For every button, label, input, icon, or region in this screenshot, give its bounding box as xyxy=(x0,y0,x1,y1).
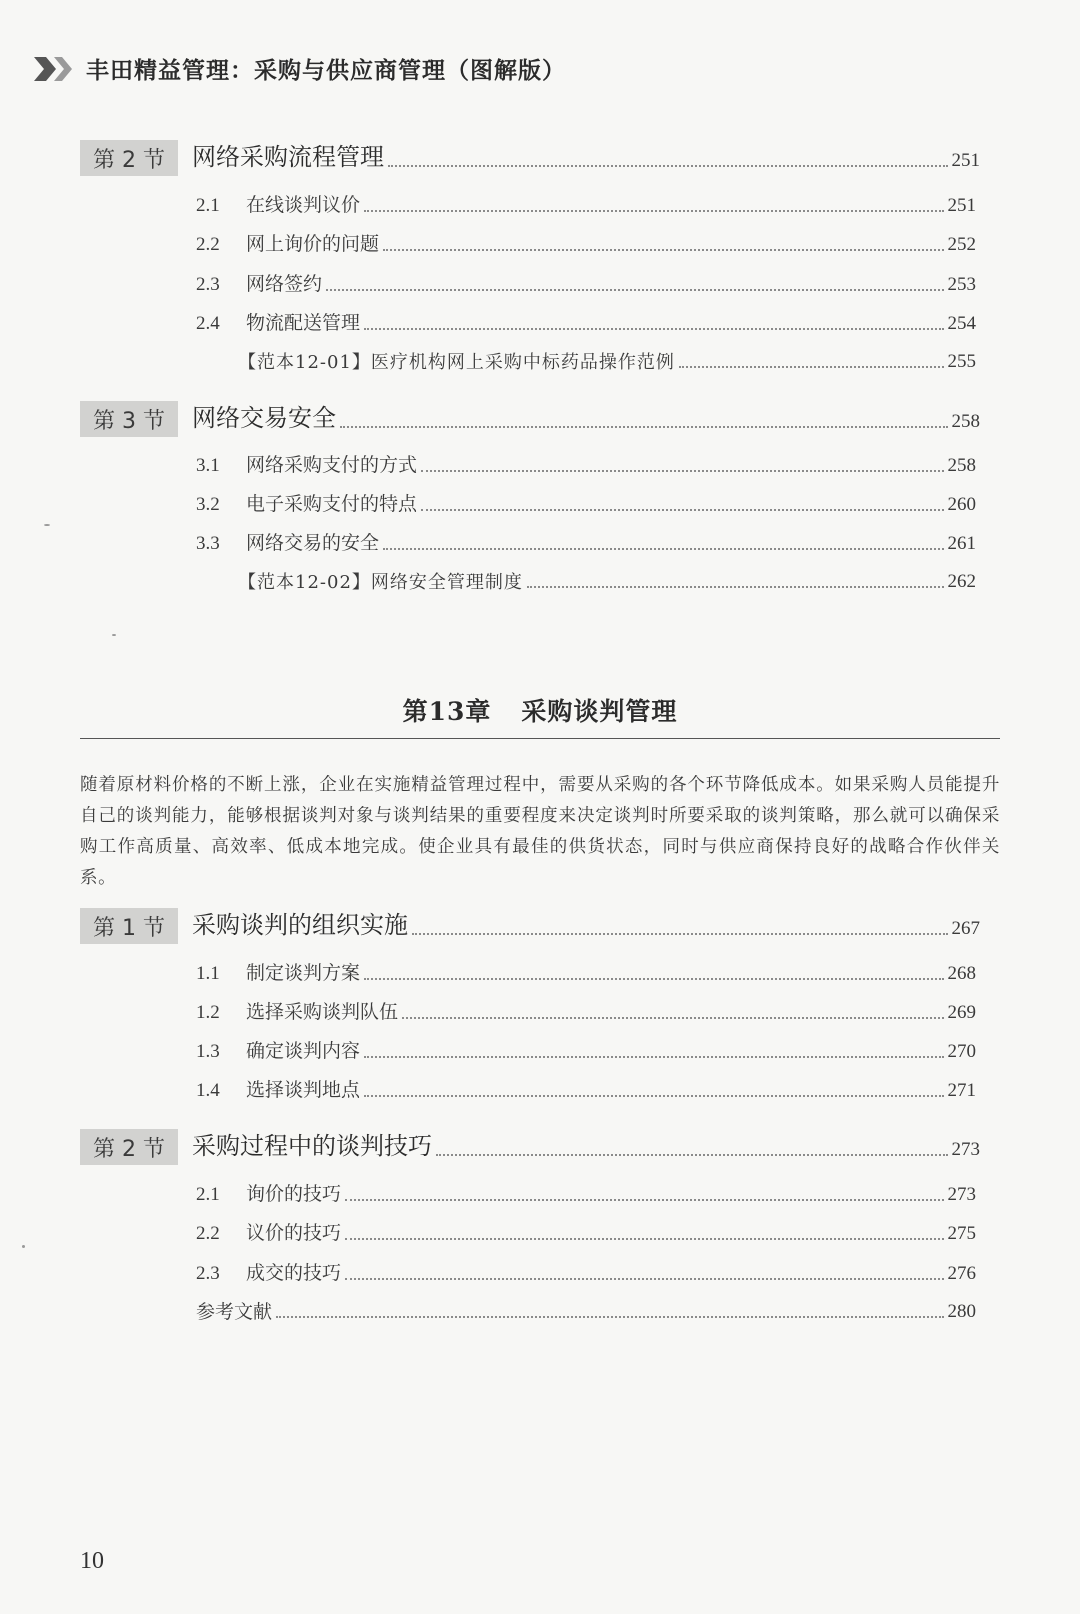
toc-item-row[interactable] xyxy=(196,1036,976,1066)
item-title: 网络交易的安全 xyxy=(246,532,380,554)
page-folio: 10 xyxy=(80,1548,104,1574)
dot-leader xyxy=(364,1095,943,1097)
item-number: 2.4 xyxy=(196,313,220,334)
toc-item-row[interactable] xyxy=(196,308,976,338)
running-header xyxy=(32,52,566,85)
page-number: 273 xyxy=(947,1184,976,1205)
toc-item-row[interactable] xyxy=(196,1258,976,1288)
toc-item-row[interactable] xyxy=(196,1218,976,1248)
page-number: 269 xyxy=(947,1002,976,1023)
dot-leader xyxy=(383,548,943,550)
chapter-number: 第13章 xyxy=(402,697,492,726)
item-title: 成交的技巧 xyxy=(246,1262,342,1284)
scan-speck xyxy=(112,634,116,636)
double-chevron-icon xyxy=(32,53,76,85)
page-number: 261 xyxy=(947,533,976,554)
page-number: 268 xyxy=(947,963,976,984)
toc-item-row[interactable] xyxy=(196,190,976,220)
toc-item-row[interactable] xyxy=(196,229,976,259)
chapter-name: 采购谈判管理 xyxy=(521,697,678,726)
dot-leader xyxy=(364,1056,943,1058)
item-number: 1.1 xyxy=(196,963,220,984)
item-title: 网络签约 xyxy=(246,273,323,295)
page-number: 267 xyxy=(951,918,980,939)
item-title: 物流配送管理 xyxy=(246,312,361,334)
item-number: 3.2 xyxy=(196,494,220,515)
page-number: 255 xyxy=(947,351,976,372)
dot-leader xyxy=(679,366,944,368)
item-number: 1.2 xyxy=(196,1002,220,1023)
references-title: 参考文献 xyxy=(196,1301,273,1323)
dot-leader xyxy=(421,509,943,511)
item-title: 询价的技巧 xyxy=(246,1183,342,1205)
item-number: 2.1 xyxy=(196,195,220,216)
item-title: 选择谈判地点 xyxy=(246,1079,361,1101)
toc-item-row[interactable] xyxy=(196,450,976,480)
page-number: 271 xyxy=(947,1080,976,1101)
page-number: 273 xyxy=(951,1139,980,1160)
item-title: 制定谈判方案 xyxy=(246,962,361,984)
dot-leader xyxy=(412,933,948,935)
page-number: 254 xyxy=(947,313,976,334)
dot-leader xyxy=(364,328,943,330)
dot-leader xyxy=(276,1316,943,1318)
section-title: 采购过程中的谈判技巧 xyxy=(192,1132,432,1160)
item-number: 2.2 xyxy=(196,234,220,255)
toc-item-row[interactable] xyxy=(196,997,976,1027)
dot-leader xyxy=(345,1199,943,1201)
toc-item-row[interactable] xyxy=(196,958,976,988)
item-title: 确定谈判内容 xyxy=(246,1040,361,1062)
dot-leader xyxy=(388,165,948,167)
dot-leader xyxy=(340,426,948,428)
toc-item-row[interactable] xyxy=(196,1075,976,1105)
toc-section-row[interactable] xyxy=(80,397,980,437)
chapter-intro: 随着原材料价格的不断上涨，企业在实施精益管理过程中，需要从采购的各个环节降低成本。如果采购人员能提升自己的谈判能力，能够根据谈判对象与谈判结果的重要程度来决定谈判时所要采取的谈判策略，那么就可以确保采购工作高质量、高效率、低成本地完成。使企业具有最佳的供货状态，同时与供应商保持良好的战略合作伙伴关系。 xyxy=(80,774,1000,888)
dot-leader xyxy=(345,1278,943,1280)
page-number: 280 xyxy=(947,1301,976,1322)
scan-speck xyxy=(22,1245,25,1248)
item-number: 2.3 xyxy=(196,1263,220,1284)
toc-item-row[interactable] xyxy=(196,489,976,519)
page-number: 262 xyxy=(947,571,976,592)
item-number: 3.3 xyxy=(196,533,220,554)
toc-sample-row[interactable] xyxy=(238,567,976,597)
section-title: 网络采购流程管理 xyxy=(192,143,384,171)
toc-item-row[interactable] xyxy=(196,269,976,299)
item-number: 1.4 xyxy=(196,1080,220,1101)
dot-leader xyxy=(364,978,943,980)
section-badge: 第 3 节 xyxy=(80,401,178,437)
item-title: 选择采购谈判队伍 xyxy=(246,1001,399,1023)
section-title: 采购谈判的组织实施 xyxy=(192,911,408,939)
dot-leader xyxy=(402,1017,943,1019)
item-title: 在线谈判议价 xyxy=(246,194,361,216)
chapter-divider xyxy=(80,738,1000,739)
item-title: 网上询价的问题 xyxy=(246,233,380,255)
toc-item-row[interactable] xyxy=(196,528,976,558)
toc-section-row[interactable] xyxy=(80,1125,980,1165)
dot-leader xyxy=(527,586,944,588)
toc-section-row[interactable] xyxy=(80,904,980,944)
page-number: 276 xyxy=(947,1263,976,1284)
section-badge: 第 1 节 xyxy=(80,908,178,944)
chapter-title xyxy=(0,692,1080,728)
page-number: 251 xyxy=(947,195,976,216)
page-number: 260 xyxy=(947,494,976,515)
dot-leader xyxy=(421,470,943,472)
item-number: 2.1 xyxy=(196,1184,220,1205)
item-number: 3.1 xyxy=(196,455,220,476)
section-badge: 第 2 节 xyxy=(80,1129,178,1165)
dot-leader xyxy=(436,1154,948,1156)
toc-section-row[interactable] xyxy=(80,136,980,176)
dot-leader xyxy=(383,249,943,251)
toc-sample-row[interactable] xyxy=(238,347,976,377)
item-title: 议价的技巧 xyxy=(246,1222,342,1244)
sample-title: 【范本12-02】网络安全管理制度 xyxy=(238,572,523,593)
page-number: 270 xyxy=(947,1041,976,1062)
dot-leader xyxy=(364,210,943,212)
page-number: 275 xyxy=(947,1223,976,1244)
book-title: 丰田精益管理：采购与供应商管理（图解版） xyxy=(86,57,566,84)
page-number: 251 xyxy=(951,150,980,171)
section-title: 网络交易安全 xyxy=(192,404,336,432)
page-number: 258 xyxy=(951,411,980,432)
page-number: 253 xyxy=(947,274,976,295)
dot-leader xyxy=(345,1238,943,1240)
toc-item-row[interactable] xyxy=(196,1179,976,1209)
item-number: 2.3 xyxy=(196,274,220,295)
section-badge: 第 2 节 xyxy=(80,140,178,176)
item-title: 电子采购支付的特点 xyxy=(246,493,418,515)
toc-references-row[interactable] xyxy=(196,1297,976,1327)
item-title: 网络采购支付的方式 xyxy=(246,454,418,476)
item-number: 2.2 xyxy=(196,1223,220,1244)
scan-speck xyxy=(44,524,50,526)
page-number: 258 xyxy=(947,455,976,476)
page-number: 252 xyxy=(947,234,976,255)
sample-title: 【范本12-01】医疗机构网上采购中标药品操作范例 xyxy=(238,352,675,373)
item-number: 1.3 xyxy=(196,1041,220,1062)
dot-leader xyxy=(326,289,943,291)
